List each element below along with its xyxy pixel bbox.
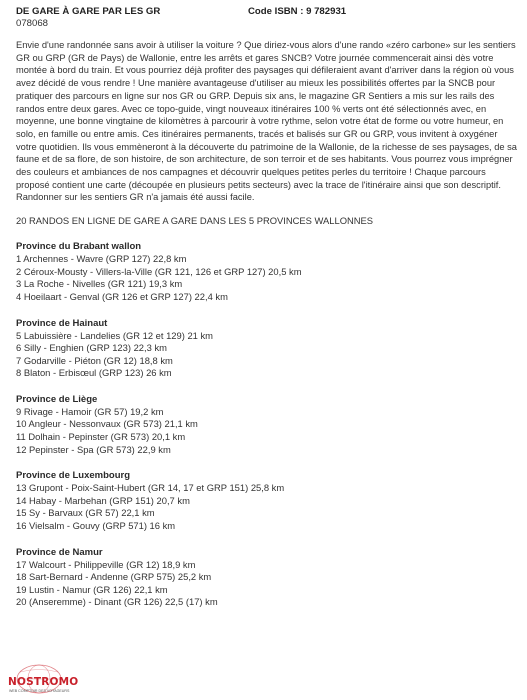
- document-page: [16, 6, 519, 609]
- route-item: 7 Godarville - Piéton (GR 12) 18,8 km: [16, 354, 173, 366]
- route-item: 15 Sy - Barvaux (GR 57) 22,1 km: [16, 507, 155, 519]
- province-liege: [16, 394, 519, 456]
- province-brabant-wallon: [16, 241, 519, 303]
- route-item: 1 Archennes - Wavre (GRP 127) 22,8 km: [16, 253, 187, 265]
- route-item: 18 Sart-Bernard - Andenne (GRP 575) 25,2 km: [16, 571, 212, 583]
- isbn-suffix: 078068: [16, 18, 49, 29]
- route-item: 5 Labuissière - Landelies (GR 12 et 129) 21 km: [16, 329, 213, 341]
- route-item: 17 Walcourt - Philippeville (GR 12) 18,9 km: [16, 558, 196, 570]
- route-item: 10 Angleur - Nessonvaux (GR 573) 21,1 km: [16, 418, 198, 430]
- route-item: 8 Blaton - Erbisœul (GRP 123) 26 km: [16, 367, 172, 379]
- province-list: [16, 241, 519, 609]
- document-title: DE GARE À GARE PAR LES GR: [16, 6, 161, 17]
- province-title: Province de Hainaut: [16, 317, 108, 329]
- nostromo-logo[interactable]: [4, 663, 79, 696]
- header-row: [16, 6, 519, 18]
- route-item: 2 Céroux-Mousty - Villers-la-Ville (GR 121, 126 et GRP 127) 20,5 km: [16, 265, 302, 277]
- section-title: 20 RANDOS EN LIGNE DE GARE A GARE DANS LES 5 PROVINCES WALLONNES: [16, 215, 374, 227]
- route-item: 16 Vielsalm - Gouvy (GRP 571) 16 km: [16, 520, 176, 532]
- province-namur: [16, 547, 519, 609]
- route-item: 4 Hoeilaart - Genval (GR 126 et GRP 127) 22,4 km: [16, 290, 228, 302]
- logo-tagline: WEB COMPTOIR DES VOYAGEURS: [9, 689, 70, 693]
- intro-paragraph: Envie d'une randonnée sans avoir à utiliser la voiture ? Que diriez-vous alors d'une rando «zéro carbone» sur les sentiers GR ou GRP (GR de Pays) de Wallonie, entre les arrêts et gares SNCB? Votre journée commencerait ainsi dès votre montée à bord du train. Et vous pourriez déjà profiter des paysages qui défileraient avant d'arriver dans la région où vous avez décidé de vous rendre ! Une manière avantageuse d'utiliser au mieux les possibilités offertes par la SNCB pour pratiquer des parcours en ligne sur nos GR ou GRP. Depuis six ans, le magazine GR Sentiers a mis sur les rails des randos entre deux gares. Avec ce topo-guide, vingt nouveaux itinéraires 100 % verts ont été sélectionnés avec, en moyenne, une bonne vingtaine de kilomètres à parcourir à votre rythme, selon votre état de forme ou votre humeur, en solo, en famille ou entre amis. Ces itinéraires permanents, tracés et balisés sur GR ou GRP, vous invitent à oxygéner votre quotidien. Ils vous emmèneront à la découverte du patrimoine de la Wallonie, de la richesse de ses paysages, de sa faune et de sa flore, de son histoire, de son architecture, de son terroir et de ses habitants. Vous pourrez vous imprégner des couleurs et ambiances de nos campagnes et découvrir quelques petites perles du territoire ! Chaque parcours proposé contient une carte (découpée en plusieurs petits secteurs) avec la trace de l'itinéraire ainsi que son descriptif. Randonner sur les sentiers GR n'a jamais été aussi facile.: [16, 40, 517, 203]
- logo-wordmark: NOSTROMO: [8, 676, 79, 688]
- route-item: 9 Rivage - Hamoir (GR 57) 19,2 km: [16, 405, 164, 417]
- province-title: Province du Brabant wallon: [16, 241, 142, 253]
- route-item: 3 La Roche - Nivelles (GR 121) 19,3 km: [16, 278, 183, 290]
- route-item: 14 Habay - Marbehan (GRP 151) 20,7 km: [16, 494, 190, 506]
- route-item: 11 Dolhain - Pepinster (GR 573) 20,1 km: [16, 431, 186, 443]
- isbn-code: Code ISBN : 9 782931: [248, 6, 347, 17]
- province-hainaut: [16, 318, 519, 380]
- route-item: 20 (Anseremme) - Dinant (GR 126) 22,5 (17) km: [16, 596, 218, 608]
- province-luxembourg: [16, 470, 519, 532]
- province-title: Province de Luxembourg: [16, 470, 131, 482]
- province-title: Province de Namur: [16, 546, 103, 558]
- province-title: Province de Liège: [16, 393, 98, 405]
- route-item: 6 Silly - Enghien (GRP 123) 22,3 km: [16, 342, 167, 354]
- route-item: 19 Lustin - Namur (GR 126) 22,1 km: [16, 583, 168, 595]
- route-item: 12 Pepinster - Spa (GR 573) 22,9 km: [16, 443, 171, 455]
- route-item: 13 Grupont - Poix-Saint-Hubert (GR 14, 17 et GRP 151) 25,8 km: [16, 482, 285, 494]
